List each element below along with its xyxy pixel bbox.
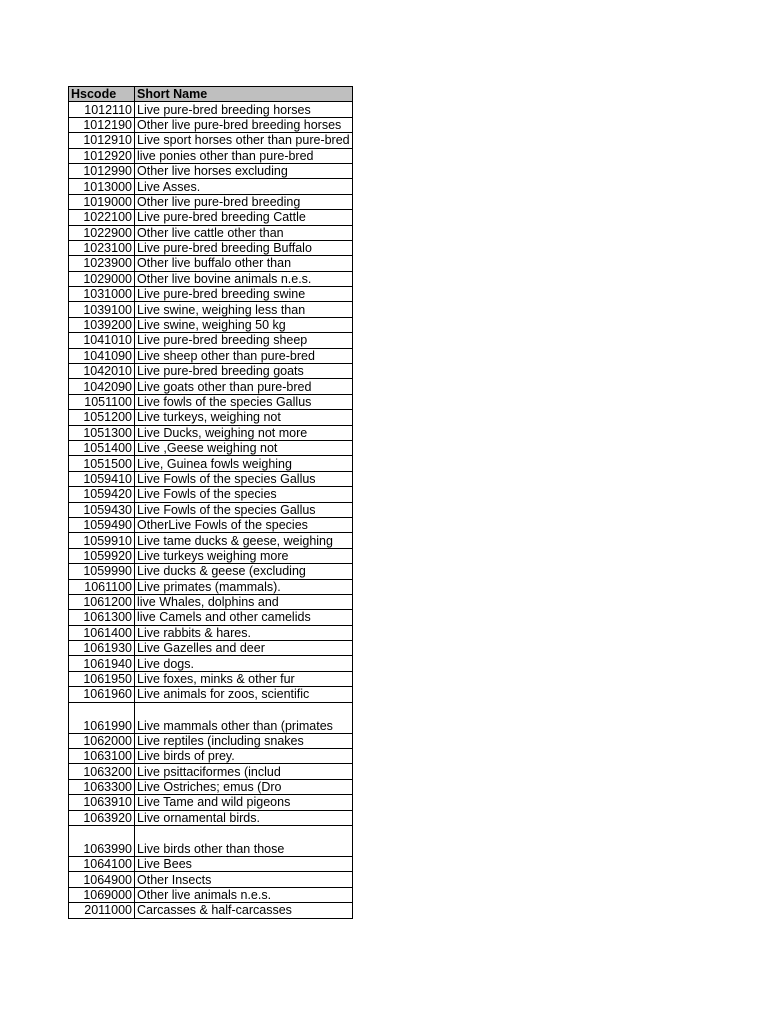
short-name-cell: Live pure-bred breeding goats bbox=[135, 364, 353, 379]
short-name-cell: Carcasses & half-carcasses bbox=[135, 903, 353, 918]
table-row bbox=[69, 487, 353, 502]
hscode-cell: 1051300 bbox=[69, 425, 135, 440]
short-name-cell: Other live horses excluding bbox=[135, 163, 353, 178]
header-row bbox=[69, 87, 353, 102]
table-row bbox=[69, 163, 353, 178]
hscode-cell: 1031000 bbox=[69, 287, 135, 302]
table-row bbox=[69, 317, 353, 332]
short-name-cell: live ponies other than pure-bred bbox=[135, 148, 353, 163]
short-name-cell: Live Fowls of the species Gallus bbox=[135, 471, 353, 486]
short-name-cell: Other live animals n.e.s. bbox=[135, 887, 353, 902]
short-name-cell: Live psittaciformes (includ bbox=[135, 764, 353, 779]
table-row bbox=[69, 271, 353, 286]
hscode-cell: 1059430 bbox=[69, 502, 135, 517]
table-row bbox=[69, 579, 353, 594]
short-name-cell: Live pure-bred breeding swine bbox=[135, 287, 353, 302]
hscode-cell: 1023100 bbox=[69, 240, 135, 255]
hscode-cell: 1063910 bbox=[69, 795, 135, 810]
table-row bbox=[69, 856, 353, 871]
table-row bbox=[69, 502, 353, 517]
header-hscode: Hscode bbox=[69, 87, 135, 102]
short-name-cell: Live, Guinea fowls weighing bbox=[135, 456, 353, 471]
short-name-cell: Live rabbits & hares. bbox=[135, 625, 353, 640]
short-name-cell: Live birds other than those bbox=[135, 825, 353, 856]
table-row bbox=[69, 102, 353, 117]
table-row bbox=[69, 117, 353, 132]
short-name-cell: Live sheep other than pure-bred bbox=[135, 348, 353, 363]
short-name-cell: Live Asses. bbox=[135, 179, 353, 194]
table-row bbox=[69, 903, 353, 918]
table-row bbox=[69, 610, 353, 625]
table-row bbox=[69, 656, 353, 671]
short-name-cell: Live dogs. bbox=[135, 656, 353, 671]
short-name-cell: Live turkeys, weighing not bbox=[135, 410, 353, 425]
short-name-cell: Live primates (mammals). bbox=[135, 579, 353, 594]
hscode-cell: 1051400 bbox=[69, 440, 135, 455]
hscode-cell: 1063100 bbox=[69, 749, 135, 764]
hscode-cell: 1063920 bbox=[69, 810, 135, 825]
table-row bbox=[69, 287, 353, 302]
hscode-cell: 1022900 bbox=[69, 225, 135, 240]
short-name-cell: Live Bees bbox=[135, 856, 353, 871]
table-row bbox=[69, 348, 353, 363]
short-name-cell: Other live buffalo other than bbox=[135, 256, 353, 271]
hscode-cell: 1064100 bbox=[69, 856, 135, 871]
short-name-cell: Live foxes, minks & other fur bbox=[135, 671, 353, 686]
table-row bbox=[69, 548, 353, 563]
hscode-cell: 1061960 bbox=[69, 687, 135, 702]
short-name-cell: Live pure-bred breeding horses bbox=[135, 102, 353, 117]
table-row bbox=[69, 256, 353, 271]
short-name-cell: Other Insects bbox=[135, 872, 353, 887]
table-row bbox=[69, 733, 353, 748]
short-name-cell: Other live cattle other than bbox=[135, 225, 353, 240]
short-name-cell: Live Gazelles and deer bbox=[135, 641, 353, 656]
hscode-cell: 1063990 bbox=[69, 825, 135, 856]
hscode-cell: 1012110 bbox=[69, 102, 135, 117]
table-row bbox=[69, 471, 353, 486]
short-name-cell: Live birds of prey. bbox=[135, 749, 353, 764]
table-row bbox=[69, 749, 353, 764]
hscode-cell: 1019000 bbox=[69, 194, 135, 209]
hscode-cell: 1061940 bbox=[69, 656, 135, 671]
table-row bbox=[69, 394, 353, 409]
hscode-cell: 1051200 bbox=[69, 410, 135, 425]
hscode-cell: 1041090 bbox=[69, 348, 135, 363]
short-name-cell: Live turkeys weighing more bbox=[135, 548, 353, 563]
hscode-cell: 1012910 bbox=[69, 133, 135, 148]
table-row bbox=[69, 564, 353, 579]
table-row bbox=[69, 425, 353, 440]
table-row bbox=[69, 179, 353, 194]
short-name-cell: Live pure-bred breeding sheep bbox=[135, 333, 353, 348]
short-name-cell: Other live pure-bred breeding bbox=[135, 194, 353, 209]
hscode-cell: 1059410 bbox=[69, 471, 135, 486]
hscode-cell: 1061930 bbox=[69, 641, 135, 656]
short-name-cell: Other live pure-bred breeding horses bbox=[135, 117, 353, 132]
table-row bbox=[69, 795, 353, 810]
table-row bbox=[69, 440, 353, 455]
hscode-cell: 1041010 bbox=[69, 333, 135, 348]
hscode-cell: 1059420 bbox=[69, 487, 135, 502]
hscode-cell: 1029000 bbox=[69, 271, 135, 286]
table-row bbox=[69, 210, 353, 225]
table-row bbox=[69, 625, 353, 640]
table-row bbox=[69, 148, 353, 163]
hscode-cell: 1062000 bbox=[69, 733, 135, 748]
table-row bbox=[69, 887, 353, 902]
short-name-cell: Other live bovine animals n.e.s. bbox=[135, 271, 353, 286]
hscode-cell: 1013000 bbox=[69, 179, 135, 194]
hscode-cell: 1023900 bbox=[69, 256, 135, 271]
short-name-cell: Live swine, weighing 50 kg bbox=[135, 317, 353, 332]
short-name-cell: Live fowls of the species Gallus bbox=[135, 394, 353, 409]
hscode-cell: 1051500 bbox=[69, 456, 135, 471]
table-row bbox=[69, 194, 353, 209]
short-name-cell: Live reptiles (including snakes bbox=[135, 733, 353, 748]
hscode-cell: 1012190 bbox=[69, 117, 135, 132]
hscode-cell: 1039200 bbox=[69, 317, 135, 332]
short-name-cell: Live pure-bred breeding Cattle bbox=[135, 210, 353, 225]
short-name-cell: Live pure-bred breeding Buffalo bbox=[135, 240, 353, 255]
hscode-cell: 1061200 bbox=[69, 594, 135, 609]
hscode-cell: 1059910 bbox=[69, 533, 135, 548]
short-name-cell: Live Ducks, weighing not more bbox=[135, 425, 353, 440]
hscode-cell: 1061100 bbox=[69, 579, 135, 594]
hscode-cell: 1022100 bbox=[69, 210, 135, 225]
table-row bbox=[69, 687, 353, 702]
short-name-cell: Live tame ducks & geese, weighing bbox=[135, 533, 353, 548]
hscode-table bbox=[68, 86, 353, 919]
hscode-cell: 1063200 bbox=[69, 764, 135, 779]
hscode-cell: 2011000 bbox=[69, 903, 135, 918]
short-name-cell: Live animals for zoos, scientific bbox=[135, 687, 353, 702]
table-row bbox=[69, 379, 353, 394]
table-row bbox=[69, 702, 353, 733]
short-name-cell: Live Tame and wild pigeons bbox=[135, 795, 353, 810]
table-row bbox=[69, 533, 353, 548]
table-row bbox=[69, 302, 353, 317]
table-row bbox=[69, 671, 353, 686]
hscode-cell: 1061300 bbox=[69, 610, 135, 625]
hscode-cell: 1059990 bbox=[69, 564, 135, 579]
short-name-cell: Live ducks & geese (excluding bbox=[135, 564, 353, 579]
table-row bbox=[69, 764, 353, 779]
hscode-cell: 1061950 bbox=[69, 671, 135, 686]
hscode-cell: 1061400 bbox=[69, 625, 135, 640]
hscode-cell: 1042090 bbox=[69, 379, 135, 394]
hscode-cell: 1064900 bbox=[69, 872, 135, 887]
table-row bbox=[69, 594, 353, 609]
short-name-cell: Live goats other than pure-bred bbox=[135, 379, 353, 394]
hscode-cell: 1012920 bbox=[69, 148, 135, 163]
table-row bbox=[69, 410, 353, 425]
hscode-cell: 1039100 bbox=[69, 302, 135, 317]
short-name-cell: Live Ostriches; emus (Dro bbox=[135, 779, 353, 794]
table-row bbox=[69, 517, 353, 532]
short-name-cell: Live ornamental birds. bbox=[135, 810, 353, 825]
table-body bbox=[69, 102, 353, 918]
hscode-cell: 1069000 bbox=[69, 887, 135, 902]
table-row bbox=[69, 810, 353, 825]
header-short-name: Short Name bbox=[135, 87, 353, 102]
table-row bbox=[69, 364, 353, 379]
table-row bbox=[69, 240, 353, 255]
short-name-cell: Live mammals other than (primates bbox=[135, 702, 353, 733]
short-name-cell: Live ,Geese weighing not bbox=[135, 440, 353, 455]
short-name-cell: Live Fowls of the species bbox=[135, 487, 353, 502]
short-name-cell: live Whales, dolphins and bbox=[135, 594, 353, 609]
hscode-cell: 1059490 bbox=[69, 517, 135, 532]
table-row bbox=[69, 825, 353, 856]
table-row bbox=[69, 779, 353, 794]
table-row bbox=[69, 333, 353, 348]
table-row bbox=[69, 872, 353, 887]
hscode-cell: 1059920 bbox=[69, 548, 135, 563]
table-row bbox=[69, 225, 353, 240]
short-name-cell: Live sport horses other than pure-bred bbox=[135, 133, 353, 148]
table-row bbox=[69, 133, 353, 148]
table-row bbox=[69, 456, 353, 471]
short-name-cell: Live swine, weighing less than bbox=[135, 302, 353, 317]
hscode-cell: 1063300 bbox=[69, 779, 135, 794]
hscode-cell: 1061990 bbox=[69, 702, 135, 733]
hscode-cell: 1042010 bbox=[69, 364, 135, 379]
short-name-cell: Live Fowls of the species Gallus bbox=[135, 502, 353, 517]
table-row bbox=[69, 641, 353, 656]
short-name-cell: live Camels and other camelids bbox=[135, 610, 353, 625]
short-name-cell: OtherLive Fowls of the species bbox=[135, 517, 353, 532]
hscode-cell: 1012990 bbox=[69, 163, 135, 178]
hscode-cell: 1051100 bbox=[69, 394, 135, 409]
